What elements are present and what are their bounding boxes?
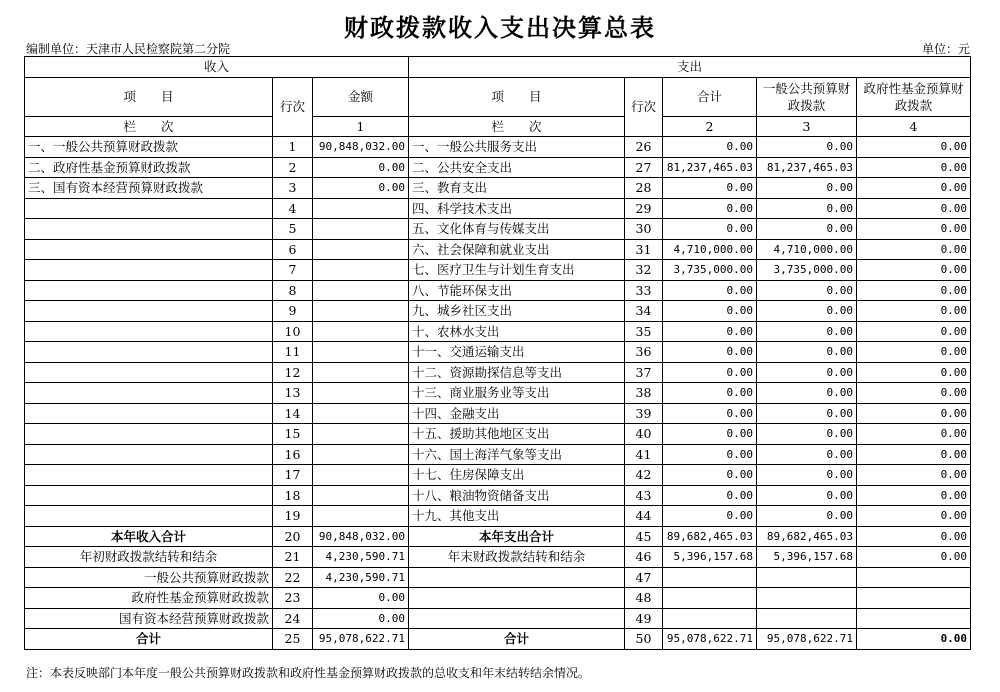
income-amount — [313, 403, 409, 424]
header-expense-row-no: 行次 — [625, 77, 663, 137]
table-row — [25, 608, 971, 629]
expense-general-budget: 0.00 — [757, 198, 857, 219]
income-row-no: 5 — [273, 219, 313, 240]
expense-item — [409, 588, 625, 609]
expense-row-no: 28 — [625, 178, 663, 199]
expense-item: 十七、住房保障支出 — [409, 465, 625, 486]
expense-gov-fund: 0.00 — [857, 362, 971, 383]
expense-general-budget: 0.00 — [757, 485, 857, 506]
expense-gov-fund: 0.00 — [857, 178, 971, 199]
expense-general-budget: 0.00 — [757, 465, 857, 486]
expense-gov-fund: 0.00 — [857, 260, 971, 281]
income-item — [25, 444, 273, 465]
expense-item: 十九、其他支出 — [409, 506, 625, 527]
income-amount — [313, 301, 409, 322]
expense-total: 0.00 — [663, 137, 757, 158]
income-amount: 95,078,622.71 — [313, 629, 409, 650]
income-amount — [313, 506, 409, 527]
income-item: 三、国有资本经营预算财政拨款 — [25, 178, 273, 199]
header-row-index — [25, 116, 971, 137]
income-item: 一、一般公共预算财政拨款 — [25, 137, 273, 158]
column-label-expense: 栏 次 — [409, 116, 625, 137]
expense-gov-fund: 0.00 — [857, 157, 971, 178]
header-general-budget: 一般公共预算财政拨款 — [757, 77, 857, 116]
expense-gov-fund: 0.00 — [857, 198, 971, 219]
expense-general-budget: 0.00 — [757, 444, 857, 465]
expense-total: 0.00 — [663, 342, 757, 363]
income-item — [25, 219, 273, 240]
expense-general-budget: 0.00 — [757, 137, 857, 158]
expense-item: 十一、交通运输支出 — [409, 342, 625, 363]
income-item: 政府性基金预算财政拨款 — [25, 588, 273, 609]
income-amount — [313, 260, 409, 281]
expense-row-no: 37 — [625, 362, 663, 383]
table-row — [25, 260, 971, 281]
expense-gov-fund: 0.00 — [857, 239, 971, 260]
expense-total: 0.00 — [663, 465, 757, 486]
income-item — [25, 465, 273, 486]
income-item — [25, 301, 273, 322]
expense-gov-fund: 0.00 — [857, 465, 971, 486]
income-amount — [313, 424, 409, 445]
expense-general-budget: 0.00 — [757, 219, 857, 240]
expense-item: 五、文化体育与传媒支出 — [409, 219, 625, 240]
expense-total — [663, 567, 757, 588]
table-row — [25, 629, 971, 650]
table-row — [25, 219, 971, 240]
expense-row-no: 34 — [625, 301, 663, 322]
income-item — [25, 403, 273, 424]
expense-item: 六、社会保障和就业支出 — [409, 239, 625, 260]
income-amount — [313, 383, 409, 404]
table-row — [25, 444, 971, 465]
expense-gov-fund: 0.00 — [857, 301, 971, 322]
table-row — [25, 137, 971, 158]
column-index-2: 2 — [663, 116, 757, 137]
income-amount — [313, 465, 409, 486]
expense-total: 0.00 — [663, 485, 757, 506]
income-amount — [313, 239, 409, 260]
expense-row-no: 45 — [625, 526, 663, 547]
income-amount: 90,848,032.00 — [313, 526, 409, 547]
expense-gov-fund: 0.00 — [857, 137, 971, 158]
header-row-columns — [25, 77, 971, 116]
expense-item: 三、教育支出 — [409, 178, 625, 199]
expense-item: 七、医疗卫生与计划生育支出 — [409, 260, 625, 281]
header-total: 合计 — [663, 77, 757, 116]
income-item: 国有资本经营预算财政拨款 — [25, 608, 273, 629]
table-row — [25, 321, 971, 342]
income-row-no: 20 — [273, 526, 313, 547]
income-amount — [313, 321, 409, 342]
column-index-1: 1 — [313, 116, 409, 137]
expense-gov-fund — [857, 608, 971, 629]
expense-item: 十八、粮油物资储备支出 — [409, 485, 625, 506]
expense-general-budget: 4,710,000.00 — [757, 239, 857, 260]
expense-row-no: 33 — [625, 280, 663, 301]
expense-general-budget: 0.00 — [757, 383, 857, 404]
header-row-section — [25, 57, 971, 78]
expense-gov-fund: 0.00 — [857, 383, 971, 404]
income-amount — [313, 444, 409, 465]
expense-item — [409, 608, 625, 629]
income-row-no: 16 — [273, 444, 313, 465]
income-row-no: 3 — [273, 178, 313, 199]
header-income-item: 项 目 — [25, 77, 273, 116]
income-row-no: 14 — [273, 403, 313, 424]
income-row-no: 22 — [273, 567, 313, 588]
income-amount — [313, 219, 409, 240]
expense-row-no: 44 — [625, 506, 663, 527]
expense-row-no: 39 — [625, 403, 663, 424]
expense-general-budget: 5,396,157.68 — [757, 547, 857, 568]
expense-general-budget: 0.00 — [757, 301, 857, 322]
income-item — [25, 424, 273, 445]
table-row — [25, 465, 971, 486]
expense-row-no: 43 — [625, 485, 663, 506]
header-amount: 金额 — [313, 77, 409, 116]
table-row — [25, 424, 971, 445]
expense-gov-fund: 0.00 — [857, 506, 971, 527]
income-amount — [313, 280, 409, 301]
income-amount: 4,230,590.71 — [313, 547, 409, 568]
page-title: 财政拨款收入支出决算总表 — [344, 13, 656, 42]
expense-total: 0.00 — [663, 280, 757, 301]
income-item — [25, 383, 273, 404]
income-item — [25, 506, 273, 527]
expense-total: 0.00 — [663, 506, 757, 527]
expense-gov-fund: 0.00 — [857, 485, 971, 506]
income-item — [25, 239, 273, 260]
income-item — [25, 321, 273, 342]
expense-general-budget: 89,682,465.03 — [757, 526, 857, 547]
expense-row-no: 36 — [625, 342, 663, 363]
header-income: 收入 — [25, 57, 409, 78]
table-row — [25, 485, 971, 506]
expense-item: 九、城乡社区支出 — [409, 301, 625, 322]
expense-item: 本年支出合计 — [409, 526, 625, 547]
expense-total: 0.00 — [663, 198, 757, 219]
expense-item: 年末财政拨款结转和结余 — [409, 547, 625, 568]
expense-row-no: 30 — [625, 219, 663, 240]
expense-general-budget: 0.00 — [757, 424, 857, 445]
column-index-3: 3 — [757, 116, 857, 137]
income-row-no: 10 — [273, 321, 313, 342]
expense-total: 0.00 — [663, 321, 757, 342]
expense-row-no: 48 — [625, 588, 663, 609]
expense-total: 3,735,000.00 — [663, 260, 757, 281]
header-expense-item: 项 目 — [409, 77, 625, 116]
expense-row-no: 40 — [625, 424, 663, 445]
expense-total: 0.00 — [663, 301, 757, 322]
income-row-no: 4 — [273, 198, 313, 219]
income-amount: 0.00 — [313, 157, 409, 178]
expense-gov-fund: 0.00 — [857, 526, 971, 547]
header-income-row-no: 行次 — [273, 77, 313, 137]
expense-item: 十二、资源勘探信息等支出 — [409, 362, 625, 383]
income-row-no: 12 — [273, 362, 313, 383]
income-amount — [313, 485, 409, 506]
income-row-no: 18 — [273, 485, 313, 506]
expense-row-no: 41 — [625, 444, 663, 465]
expense-total: 95,078,622.71 — [663, 629, 757, 650]
expense-row-no: 46 — [625, 547, 663, 568]
expense-item: 十、农林水支出 — [409, 321, 625, 342]
expense-general-budget: 95,078,622.71 — [757, 629, 857, 650]
income-amount — [313, 198, 409, 219]
expense-general-budget: 0.00 — [757, 506, 857, 527]
expense-gov-fund: 0.00 — [857, 547, 971, 568]
table-row — [25, 280, 971, 301]
expense-row-no: 26 — [625, 137, 663, 158]
expense-general-budget: 0.00 — [757, 403, 857, 424]
income-row-no: 1 — [273, 137, 313, 158]
income-row-no: 6 — [273, 239, 313, 260]
expense-item: 四、科学技术支出 — [409, 198, 625, 219]
compiling-unit: 编制单位：天津市人民检察院第二分院 — [26, 42, 231, 56]
expense-item: 二、公共安全支出 — [409, 157, 625, 178]
expense-total: 81,237,465.03 — [663, 157, 757, 178]
expense-general-budget: 81,237,465.03 — [757, 157, 857, 178]
header-gov-fund: 政府性基金预算财政拨款 — [857, 77, 971, 116]
expense-item — [409, 567, 625, 588]
expense-general-budget — [757, 567, 857, 588]
income-row-no: 7 — [273, 260, 313, 281]
expense-row-no: 49 — [625, 608, 663, 629]
expense-row-no: 35 — [625, 321, 663, 342]
income-row-no: 8 — [273, 280, 313, 301]
expense-item: 一、一般公共服务支出 — [409, 137, 625, 158]
income-row-no: 24 — [273, 608, 313, 629]
expense-general-budget: 0.00 — [757, 280, 857, 301]
expense-total: 0.00 — [663, 219, 757, 240]
table-row — [25, 383, 971, 404]
expense-total: 0.00 — [663, 424, 757, 445]
income-row-no: 21 — [273, 547, 313, 568]
expense-row-no: 42 — [625, 465, 663, 486]
table-row — [25, 362, 971, 383]
expense-item: 十五、援助其他地区支出 — [409, 424, 625, 445]
income-item: 年初财政拨款结转和结余 — [25, 547, 273, 568]
income-amount: 90,848,032.00 — [313, 137, 409, 158]
income-row-no: 15 — [273, 424, 313, 445]
expense-general-budget: 3,735,000.00 — [757, 260, 857, 281]
expense-gov-fund: 0.00 — [857, 219, 971, 240]
expense-gov-fund — [857, 588, 971, 609]
income-row-no: 17 — [273, 465, 313, 486]
expense-total: 5,396,157.68 — [663, 547, 757, 568]
income-item: 合计 — [25, 629, 273, 650]
expense-row-no: 50 — [625, 629, 663, 650]
income-row-no: 11 — [273, 342, 313, 363]
table-row — [25, 301, 971, 322]
table-row — [25, 198, 971, 219]
column-label-income: 栏 次 — [25, 116, 273, 137]
income-item: 本年收入合计 — [25, 526, 273, 547]
column-index-4: 4 — [857, 116, 971, 137]
income-amount: 4,230,590.71 — [313, 567, 409, 588]
income-row-no: 9 — [273, 301, 313, 322]
income-item: 一般公共预算财政拨款 — [25, 567, 273, 588]
currency-unit: 单位：元 — [921, 42, 970, 56]
expense-total: 0.00 — [663, 178, 757, 199]
table-row — [25, 547, 971, 568]
budget-table — [24, 56, 971, 650]
income-item — [25, 198, 273, 219]
income-item — [25, 280, 273, 301]
table-row — [25, 403, 971, 424]
expense-gov-fund: 0.00 — [857, 280, 971, 301]
expense-gov-fund: 0.00 — [857, 403, 971, 424]
expense-row-no: 27 — [625, 157, 663, 178]
table-row — [25, 178, 971, 199]
income-amount — [313, 342, 409, 363]
expense-total: 0.00 — [663, 383, 757, 404]
expense-general-budget — [757, 588, 857, 609]
table-row — [25, 342, 971, 363]
income-row-no: 19 — [273, 506, 313, 527]
expense-row-no: 29 — [625, 198, 663, 219]
expense-row-no: 38 — [625, 383, 663, 404]
table-row — [25, 567, 971, 588]
expense-gov-fund: 0.00 — [857, 342, 971, 363]
income-row-no: 13 — [273, 383, 313, 404]
table-row — [25, 588, 971, 609]
expense-gov-fund: 0.00 — [857, 424, 971, 445]
income-amount: 0.00 — [313, 608, 409, 629]
expense-item: 十四、金融支出 — [409, 403, 625, 424]
expense-row-no: 31 — [625, 239, 663, 260]
income-amount — [313, 362, 409, 383]
income-item — [25, 362, 273, 383]
income-row-no: 23 — [273, 588, 313, 609]
income-row-no: 2 — [273, 157, 313, 178]
expense-general-budget: 0.00 — [757, 342, 857, 363]
expense-general-budget: 0.00 — [757, 178, 857, 199]
header-expense: 支出 — [409, 57, 971, 78]
expense-item: 合计 — [409, 629, 625, 650]
expense-row-no: 32 — [625, 260, 663, 281]
expense-gov-fund: 0.00 — [857, 444, 971, 465]
expense-gov-fund: 0.00 — [857, 321, 971, 342]
expense-total: 0.00 — [663, 403, 757, 424]
expense-gov-fund — [857, 567, 971, 588]
table-row — [25, 506, 971, 527]
income-item — [25, 485, 273, 506]
expense-total — [663, 608, 757, 629]
expense-row-no: 47 — [625, 567, 663, 588]
expense-total: 4,710,000.00 — [663, 239, 757, 260]
table-row — [25, 157, 971, 178]
expense-gov-fund: 0.00 — [857, 629, 971, 650]
income-amount: 0.00 — [313, 588, 409, 609]
expense-general-budget — [757, 608, 857, 629]
income-item: 二、政府性基金预算财政拨款 — [25, 157, 273, 178]
table-body — [25, 57, 971, 650]
expense-total: 89,682,465.03 — [663, 526, 757, 547]
income-item — [25, 342, 273, 363]
table-row — [25, 239, 971, 260]
income-amount: 0.00 — [313, 178, 409, 199]
income-item — [25, 260, 273, 281]
table-row — [25, 526, 971, 547]
income-row-no: 25 — [273, 629, 313, 650]
expense-item: 八、节能环保支出 — [409, 280, 625, 301]
expense-total — [663, 588, 757, 609]
footnote: 注：本表反映部门本年度一般公共预算财政拨款和政府性基金预算财政拨款的总收支和年末结转结余情况。 — [26, 666, 591, 680]
expense-general-budget: 0.00 — [757, 321, 857, 342]
expense-item: 十三、商业服务业等支出 — [409, 383, 625, 404]
expense-item: 十六、国土海洋气象等支出 — [409, 444, 625, 465]
expense-total: 0.00 — [663, 362, 757, 383]
expense-total: 0.00 — [663, 444, 757, 465]
expense-general-budget: 0.00 — [757, 362, 857, 383]
